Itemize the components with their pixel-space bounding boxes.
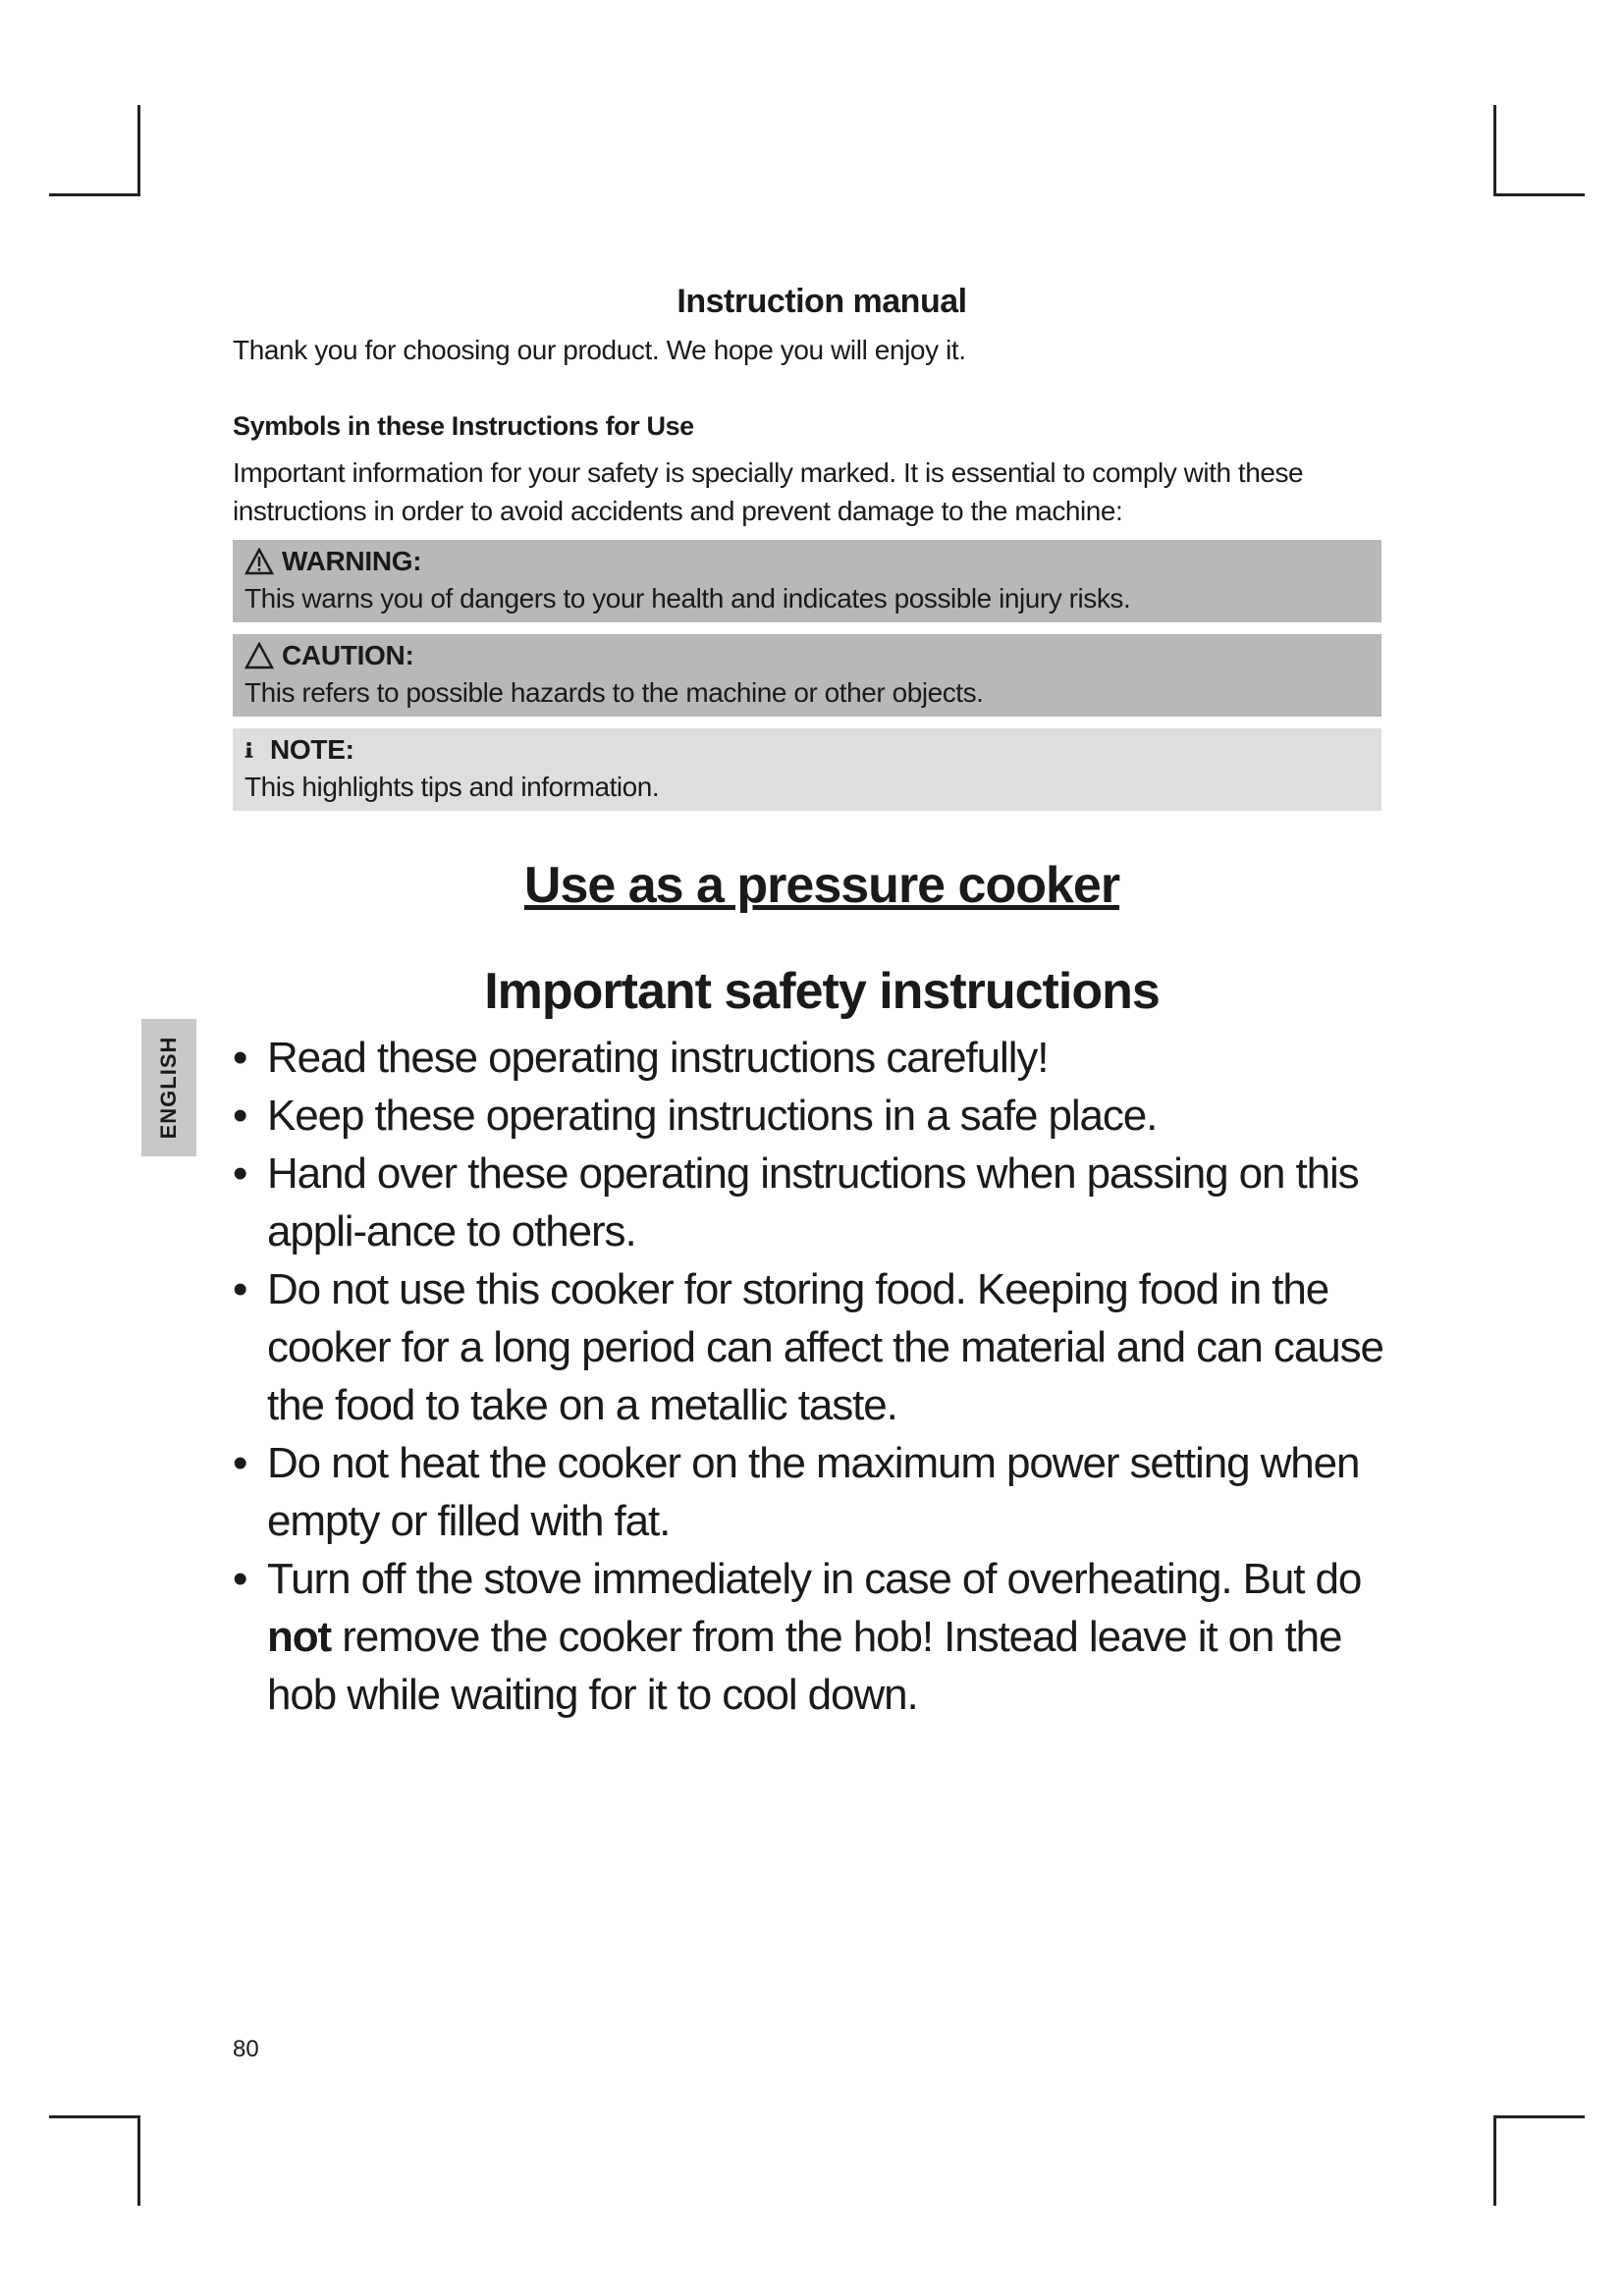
list-item: • Do not use this cooker for storing food. Keeping food in the cooker for a long period can affect the material and can cause the food to take on a metallic taste. [233,1260,1411,1434]
crop-mark [137,105,140,195]
bullet-icon: • [233,1555,247,1603]
warning-label: WARNING: [282,546,422,576]
crop-mark [1493,193,1585,196]
crop-mark [1493,2115,1496,2206]
bullet-icon: • [233,1092,247,1140]
list-item: • Do not heat the cooker on the maximum power setting when empty or filled with fat. [233,1434,1411,1550]
crop-mark [49,2115,140,2118]
document-title: Instruction manual [677,283,967,320]
intro-text: Thank you for choosing our product. We hope you will enjoy it. [233,335,966,365]
bullet-icon: • [233,1149,247,1198]
caution-triangle-icon [244,642,274,669]
crop-mark [49,193,140,196]
emphasis-not: not [267,1613,332,1661]
bullet-icon: • [233,1265,247,1313]
note-label: NOTE: [270,734,354,765]
bullet-icon: • [233,1439,247,1487]
symbols-heading: Symbols in these Instructions for Use [233,411,694,441]
caution-text: This refers to possible hazards to the machine or other objects. [244,677,984,708]
language-label: ENGLISH [156,1036,181,1140]
symbols-paragraph: Important information for your safety is specially marked. It is essential to comply with these instructions in order to avoid accidents and prevent damage to the machine: [233,457,1304,526]
warning-text: This warns you of dangers to your health and indicates possible injury risks. [244,583,1131,614]
note-text: This highlights tips and information. [244,772,660,802]
info-icon [244,736,262,764]
note-box [233,728,1381,811]
section-title: Use as a pressure cooker [523,857,1120,914]
crop-mark [1493,105,1496,195]
list-item: • Read these operating instructions carefully! [233,1029,1411,1087]
safety-list [233,1029,1411,1724]
page-content [233,283,1411,1724]
list-item: • Turn off the stove immediately in case of overheating. But do not remove the cooker from the hob! Instead leave it on the hob while waiting for it to cool down. [233,1550,1411,1724]
crop-mark [137,2115,140,2206]
warning-box [233,540,1381,622]
list-item: • Keep these operating instructions in a safe place. [233,1087,1411,1145]
caution-label: CAUTION: [282,640,414,670]
warning-triangle-icon [244,548,274,575]
safety-heading: Important safety instructions [484,963,1160,1020]
crop-mark [1493,2115,1585,2118]
language-tab [141,1019,196,1156]
bullet-icon: • [233,1034,247,1082]
list-item: • Hand over these operating instructions when passing on this appli-ance to others. [233,1145,1411,1260]
caution-box [233,634,1381,717]
page-number: 80 [233,2036,259,2062]
